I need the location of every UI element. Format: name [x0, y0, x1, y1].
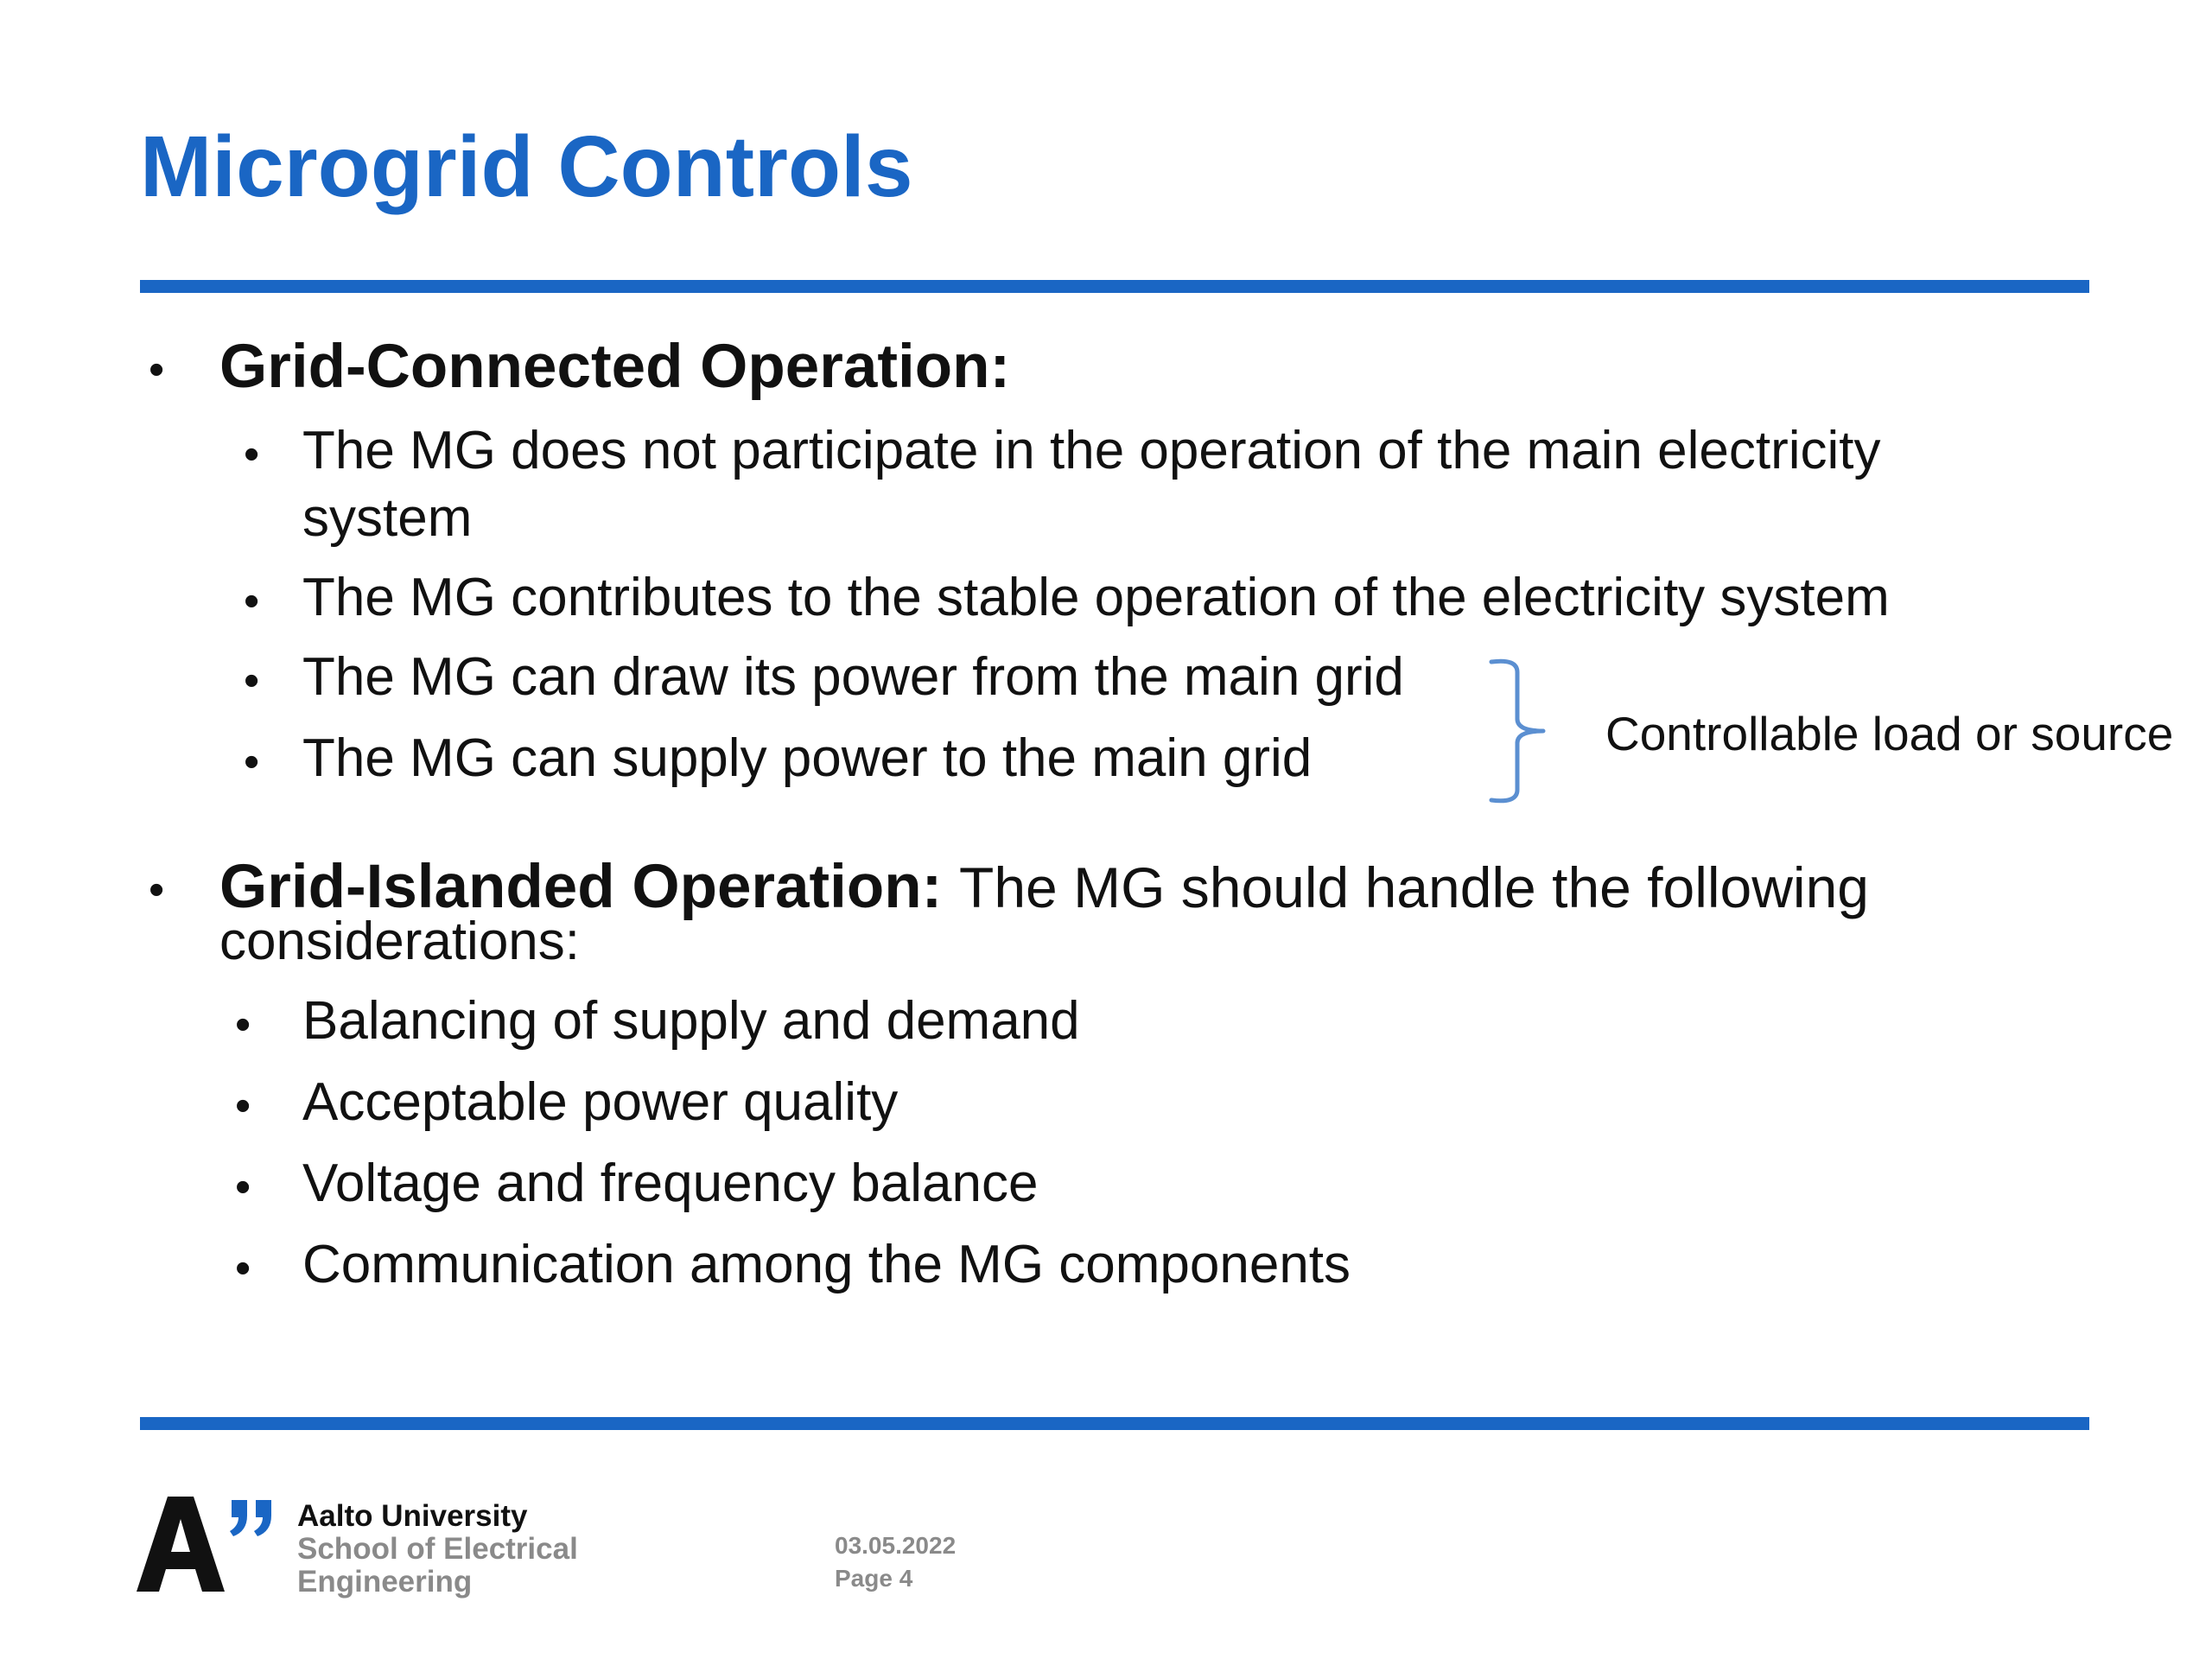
bullet-icon: • [244, 656, 260, 706]
footer-date: 03.05.2022 [835, 1532, 957, 1559]
section1-item-2: The MG contributes to the stable operation of the electricity system [302, 568, 1890, 627]
slide-title: Microgrid Controls [140, 118, 913, 215]
bullet-icon: • [235, 1162, 251, 1212]
institution-line-3: Engineering [297, 1564, 473, 1599]
section2-item-1: Balancing of supply and demand [302, 991, 1080, 1051]
bullet-icon: • [244, 429, 260, 480]
section1-item-1: The MG does not participate in the operation of the main electricity [302, 421, 1881, 480]
bullet-icon: • [244, 576, 260, 626]
brace-annotation: Controllable load or source [1605, 707, 2174, 760]
bullet-icon: • [235, 1081, 251, 1131]
curly-brace-icon [1483, 655, 1578, 807]
aalto-logo-icon [137, 1497, 275, 1593]
section1-heading: Grid-Connected Operation: [219, 333, 1011, 401]
institution-line-1: Aalto University [297, 1499, 528, 1533]
footer-page-number: Page 4 [835, 1564, 913, 1592]
section2-item-4: Communication among the MG components [302, 1235, 1351, 1294]
section1-item-1-cont: system [302, 488, 473, 548]
section2-heading-bold: Grid-Islanded Operation: [219, 853, 943, 921]
section2-heading-cont: considerations: [219, 912, 581, 971]
institution-line-2: School of Electrical [297, 1531, 578, 1566]
title-divider [140, 280, 2089, 293]
bullet-icon: • [149, 345, 165, 395]
bullet-icon: • [235, 1243, 251, 1294]
footer-divider [140, 1417, 2089, 1430]
section2-item-3: Voltage and frequency balance [302, 1154, 1039, 1213]
section1-item-4: The MG can supply power to the main grid [302, 728, 1313, 788]
footer-info [835, 1529, 956, 1595]
section2-item-2: Acceptable power quality [302, 1072, 899, 1132]
section1-item-3: The MG can draw its power from the main grid [302, 647, 1404, 707]
bullet-icon: • [244, 737, 260, 787]
bullet-icon: • [235, 1000, 251, 1050]
bullet-icon: • [149, 865, 165, 915]
section2-heading-rest: The MG should handle the following [959, 855, 1870, 919]
institution-name [297, 1500, 578, 1598]
